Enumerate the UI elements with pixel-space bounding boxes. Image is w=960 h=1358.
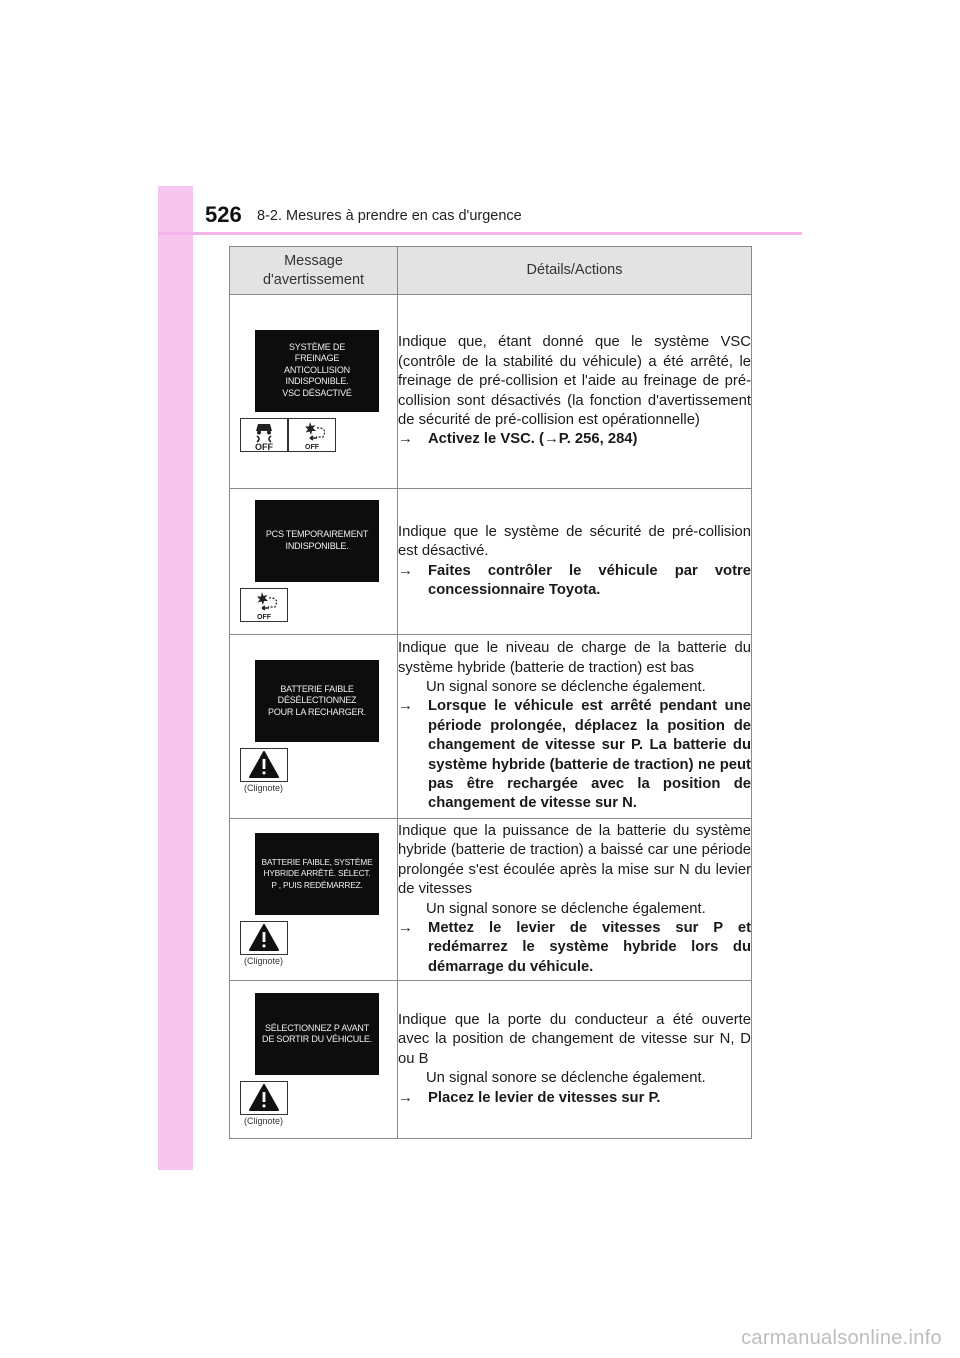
arrow-icon: → — [398, 562, 413, 579]
watermark: carmanualsonline.info — [741, 1327, 942, 1349]
message-cell — [230, 819, 398, 981]
display-message-screen: BATTERIE FAIBLE, SYSTÈME HYBRIDE ARRÊTÉ. SÉLECT. P , PUIS REDÉMARREZ. — [255, 833, 379, 915]
message-cell — [230, 635, 398, 819]
action-text: → Mettez le levier de vitesses sur P et redémarrez le système hybride lors du démarrage du véhicule. — [398, 919, 751, 975]
arrow-icon: → — [398, 698, 413, 715]
column-header-details: Détails/Actions — [398, 247, 752, 295]
details-cell — [398, 295, 752, 489]
svg-text:OFF: OFF — [255, 441, 273, 451]
table-row — [230, 635, 752, 819]
table-row — [230, 489, 752, 635]
warning-triangle-icon — [240, 921, 288, 955]
arrow-icon: → — [398, 919, 413, 936]
table-row — [230, 981, 752, 1139]
description-text: Indique que le système de sécurité de pré-collision est désactivé. — [398, 523, 751, 560]
table-row — [230, 295, 752, 489]
display-message-screen: SÉLECTIONNEZ P AVANT DE SORTIR DU VÉHICULE. — [255, 993, 379, 1075]
warning-triangle-icon — [240, 748, 288, 782]
pcs-off-indicator-icon — [240, 588, 288, 622]
warning-triangle-icon — [240, 1081, 288, 1115]
display-message-screen: SYSTÈME DE FREINAGE ANTICOLLISION INDISPONIBLE. VSC DÉSACTIVÉ — [255, 330, 379, 412]
warning-message-table — [229, 246, 752, 1139]
details-cell — [398, 635, 752, 819]
description-text: Indique que la porte du conducteur a été ouverte avec la position de changement de vitesse sur N, D ou B — [398, 1011, 751, 1067]
blink-label: (Clignote) — [244, 1116, 284, 1126]
arrow-icon: → — [398, 1089, 413, 1106]
pcs-off-indicator-icon — [288, 418, 336, 452]
message-cell — [230, 489, 398, 635]
page-number: 526 — [205, 202, 242, 227]
details-cell — [398, 981, 752, 1139]
table-row — [230, 819, 752, 981]
note-text: Un signal sonore se déclenche également. — [426, 678, 706, 695]
table-header-row — [230, 247, 752, 295]
action-text: → Placez le levier de vitesses sur P. — [398, 1089, 751, 1108]
vsc-off-indicator-icon — [240, 418, 288, 452]
details-cell — [398, 489, 752, 635]
side-tab-band — [158, 186, 193, 1170]
section-title: 8-2. Mesures à prendre en cas d'urgence — [257, 208, 522, 224]
svg-text:OFF: OFF — [257, 613, 271, 621]
description-text: Indique que le niveau de charge de la batterie du système hybride (batterie de traction) est bas — [398, 640, 751, 676]
action-text: → Lorsque le véhicule est arrêté pendant une période prolongée, déplacez la position de changement de vitesse sur P. La batterie du système hybride (batterie de traction) ne peut pas être rechargée avec la position de changement de vitesse sur N. — [398, 698, 751, 812]
column-header-message: Message d'avertissement — [230, 247, 398, 295]
note-text: Un signal sonore se déclenche également. — [426, 1070, 706, 1087]
message-cell — [230, 981, 398, 1139]
action-text: → Faites contrôler le véhicule par votre concessionnaire Toyota. — [398, 562, 751, 598]
details-cell — [398, 819, 752, 981]
description-text: Indique que la puissance de la batterie du système hybride (batterie de traction) a baissé car une période prolongée s'est écoulée après la mise sur N du levier de vitesses — [398, 822, 751, 898]
arrow-icon: → — [398, 431, 413, 448]
display-message-screen: BATTERIE FAIBLE DÉSÉLECTIONNEZ POUR LA RECHARGER. — [255, 660, 379, 742]
action-text: → Activez le VSC. (→P. 256, 284) — [398, 430, 751, 449]
blink-label: (Clignote) — [244, 783, 284, 793]
description-text: Indique que, étant donné que le système VSC (contrôle de la stabilité du véhicule) a été arrêté, le freinage de pré-collision et l'aide au freinage de pré-collision sont désactivés (la fonction d'avertissement de sécurité de pré-collision est opérationnelle) — [398, 334, 751, 428]
svg-text:OFF: OFF — [305, 443, 319, 451]
note-text: Un signal sonore se déclenche également. — [426, 900, 706, 917]
header-rule — [158, 232, 802, 235]
message-cell — [230, 295, 398, 489]
display-message-screen: PCS TEMPORAIREMENT INDISPONIBLE. — [255, 500, 379, 582]
blink-label: (Clignote) — [244, 956, 284, 966]
